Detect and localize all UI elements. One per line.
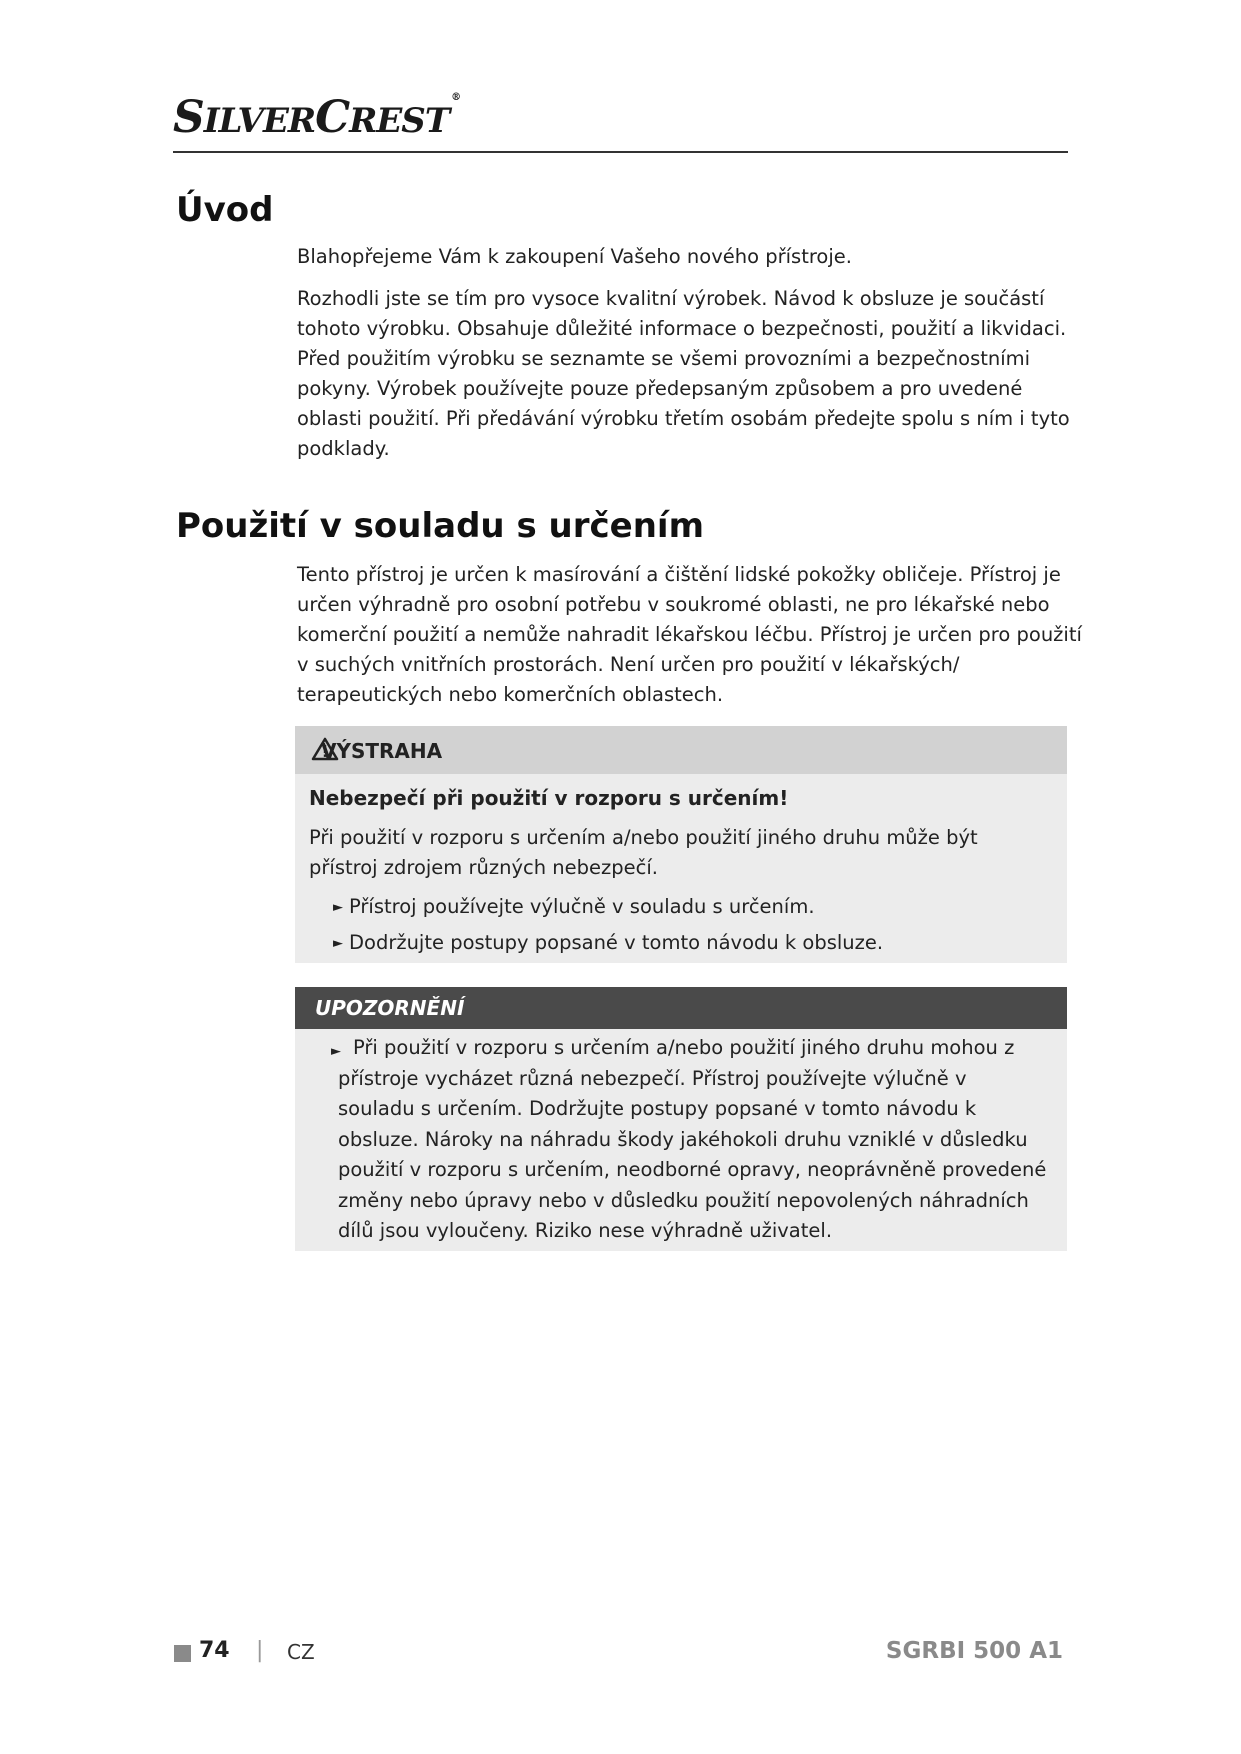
page-number: 74 <box>199 1638 230 1663</box>
registered-mark: ® <box>451 92 461 103</box>
footer-square-icon <box>174 1645 191 1662</box>
warning-text: Při použití v rozporu s určením a/nebo použití jiného druhu může být přístroj zdrojem různých nebezpečí. <box>309 826 978 879</box>
brand-logo <box>173 92 460 143</box>
warning-title: VÝSTRAHA <box>321 739 443 763</box>
bullet-arrow-icon: ► <box>333 900 343 915</box>
warning-header <box>295 726 1067 774</box>
bullet-arrow-icon: ► <box>333 936 343 951</box>
intro-paragraph-1: Blahopřejeme Vám k zakoupení Vašeho nového přístroje. <box>297 245 852 268</box>
footer-separator: | <box>256 1638 264 1663</box>
logo-text-ilver: ILVER <box>203 101 316 141</box>
model-number: SGRBI 500 A1 <box>885 1638 1063 1664</box>
bullet-arrow-icon: ► <box>331 1044 341 1059</box>
note-header <box>295 987 1067 1029</box>
note-title: UPOZORNĚNÍ <box>315 996 465 1020</box>
warning-subtitle: Nebezpečí při použití v rozporu s určením! <box>309 786 789 810</box>
section-heading-intended-use: Použití v souladu s určením <box>176 506 704 546</box>
intended-use-paragraph: Tento přístroj je určen k masírování a čištění lidské pokožky obličeje. Přístroj je určen výhradně pro osobní potřebu v soukromé oblasti, ne pro lékařské nebo komerční použití a nemůže nahradit lékařskou léčbu. Přístroj je určen pro použití v suchých vnitřních prostorách. Není určen pro použití v lékařských/ terapeutických nebo komerčních oblastech. <box>297 563 1082 706</box>
logo-text-rest: REST <box>349 101 450 141</box>
note-text: Při použití v rozporu s určením a/nebo použití jiného druhu mohou z přístroje vycházet různá nebezpečí. Přístroj používejte výlučně v souladu s určením. Dodržujte postupy popsané v tomto návodu k obsluze. Nároky na náhradu škody jakéhokoli druhu vzniklé v důsledku použití v rozporu s určením, neodborné opravy, neoprávněně provedené změny nebo úpravy nebo v důsledku použití nepovolených náhradních dílů jsou vyloučeny. Riziko nese výhradně uživatel. <box>338 1036 1047 1242</box>
warning-bullet-text: Přístroj používejte výlučně v souladu s určením. <box>349 895 815 918</box>
intro-paragraph-2: Rozhodli jste se tím pro vysoce kvalitní výrobek. Návod k obsluze je součástí tohoto výrobku. Obsahuje důležité informace o bezpečnosti, použití a likvidaci. Před použitím výrobku se seznamte se všemi provozními a bezpečnostními pokyny. Výrobek používejte pouze předepsaným způsobem a pro uvedené oblasti použití. Při předávání výrobku třetím osobám předejte spolu s ním i tyto podklady. <box>297 287 1070 460</box>
language-code: CZ <box>287 1640 315 1664</box>
logo-letter-c: C <box>315 92 350 143</box>
warning-bullet-text: Dodržujte postupy popsané v tomto návodu k obsluze. <box>349 931 884 954</box>
header-divider <box>173 151 1068 153</box>
warning-bullet <box>333 892 815 923</box>
note-box <box>295 987 1067 1251</box>
warning-bullet <box>333 928 883 959</box>
section-heading-intro: Úvod <box>176 190 274 230</box>
logo-letter-s: S <box>173 92 204 143</box>
